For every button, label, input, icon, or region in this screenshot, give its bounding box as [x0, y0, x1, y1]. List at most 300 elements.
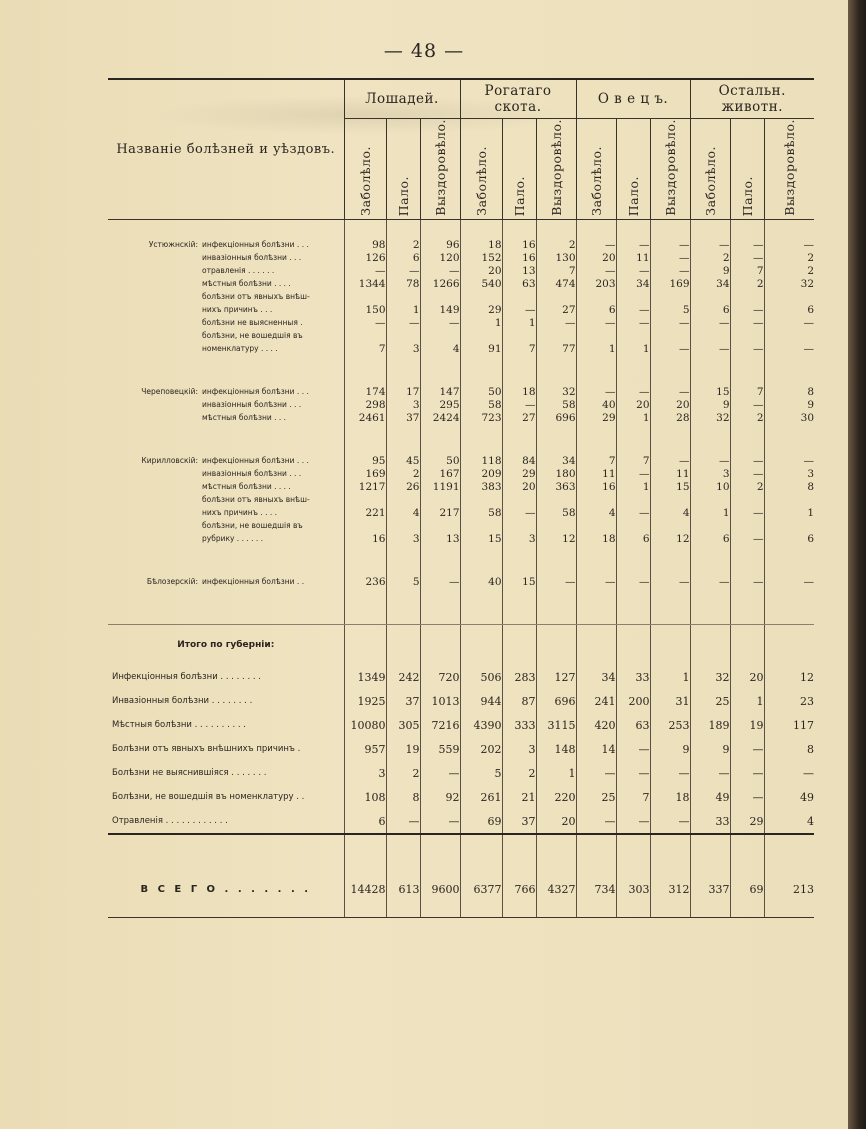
value-cell: 6	[690, 303, 730, 316]
value-cell: —	[616, 238, 650, 251]
value-cell: 2	[730, 480, 764, 493]
value-cell: 20	[502, 480, 536, 493]
subheader-label: Пало.	[395, 175, 411, 216]
value-cell: 7	[576, 454, 616, 467]
table-row	[108, 454, 814, 467]
value-cell: 559	[420, 737, 460, 761]
value-cell: 4	[576, 506, 616, 519]
row-label	[108, 519, 344, 532]
subheader-recovered	[420, 119, 460, 220]
value-cell	[616, 519, 650, 532]
value-cell: 1	[502, 316, 536, 329]
value-cell: 33	[616, 665, 650, 689]
spacer-cell	[650, 220, 690, 239]
spacer-cell	[420, 424, 460, 454]
value-cell: 766	[502, 875, 536, 903]
value-cell: 13	[502, 264, 536, 277]
value-cell: 1	[536, 761, 576, 785]
value-cell: 241	[576, 689, 616, 713]
value-cell: 20	[576, 251, 616, 264]
total-row	[108, 737, 814, 761]
value-cell: 58	[536, 398, 576, 411]
value-cell	[344, 329, 386, 342]
value-cell: 16	[502, 251, 536, 264]
value-cell: 29	[576, 411, 616, 424]
value-cell: 150	[344, 303, 386, 316]
value-cell: 117	[764, 713, 814, 737]
spacer-cell	[386, 588, 420, 618]
value-cell	[764, 290, 814, 303]
disease-name: мѣстныя болѣзни . . . .	[202, 482, 291, 491]
spacer-cell	[386, 625, 420, 666]
row-label	[108, 532, 344, 545]
value-cell: —	[730, 467, 764, 480]
spacer-cell	[616, 588, 650, 618]
value-cell	[730, 329, 764, 342]
disease-name: нихъ причинъ . . . .	[202, 508, 278, 517]
total-row	[108, 809, 814, 834]
value-cell: 40	[460, 575, 502, 588]
value-cell: 6	[690, 532, 730, 545]
row-label	[108, 411, 344, 424]
spacer-cell	[690, 424, 730, 454]
spacer-cell	[502, 355, 536, 385]
value-cell: 7	[536, 264, 576, 277]
value-cell: —	[690, 342, 730, 355]
value-cell: 32	[690, 411, 730, 424]
district-name: Устюжнскій:	[148, 240, 198, 249]
value-cell: 1	[576, 342, 616, 355]
value-cell: 69	[460, 809, 502, 834]
value-cell: 12	[650, 532, 690, 545]
value-cell: 126	[344, 251, 386, 264]
group-header-cattle: Рогатаго скота.	[460, 79, 576, 119]
spacer-cell	[502, 588, 536, 618]
value-cell	[690, 290, 730, 303]
value-cell: 7	[502, 342, 536, 355]
value-cell: 27	[502, 411, 536, 424]
spacer-row	[108, 355, 814, 385]
value-cell: —	[386, 264, 420, 277]
value-cell: 33	[690, 809, 730, 834]
total-label: Инфекціонныя болѣзни . . . . . . . .	[112, 672, 261, 682]
value-cell: 1191	[420, 480, 460, 493]
value-cell: —	[576, 238, 616, 251]
spacer-cell	[460, 424, 502, 454]
spacer-cell	[502, 545, 536, 575]
value-cell: 2461	[344, 411, 386, 424]
value-cell	[386, 290, 420, 303]
value-cell	[344, 290, 386, 303]
grand-total-row	[108, 875, 814, 903]
table-row	[108, 385, 814, 398]
value-cell: 18	[460, 238, 502, 251]
value-cell: —	[730, 454, 764, 467]
value-cell	[650, 290, 690, 303]
spacer-cell	[386, 903, 420, 918]
row-label	[108, 264, 344, 277]
value-cell: —	[616, 264, 650, 277]
value-cell: 337	[690, 875, 730, 903]
table-row	[108, 467, 814, 480]
row-label	[108, 251, 344, 264]
value-cell	[344, 493, 386, 506]
value-cell: 37	[386, 689, 420, 713]
value-cell: —	[730, 251, 764, 264]
value-cell: 20	[650, 398, 690, 411]
spacer-row	[108, 834, 814, 875]
value-cell: 180	[536, 467, 576, 480]
spacer-cell	[344, 625, 386, 666]
spacer-cell	[650, 834, 690, 875]
disease-name: нихъ причинъ . . .	[202, 305, 273, 314]
value-cell	[764, 519, 814, 532]
value-cell: —	[420, 761, 460, 785]
value-cell: 7	[730, 264, 764, 277]
spacer-cell	[344, 545, 386, 575]
table-row	[108, 506, 814, 519]
spacer-cell	[576, 355, 616, 385]
value-cell: 2	[386, 467, 420, 480]
value-cell: 1	[460, 316, 502, 329]
value-cell: —	[576, 575, 616, 588]
value-cell	[386, 519, 420, 532]
row-label	[108, 467, 344, 480]
spacer-cell	[344, 588, 386, 618]
value-cell: 147	[420, 385, 460, 398]
value-cell: 9600	[420, 875, 460, 903]
subheader-label: Выздоровѣло.	[781, 119, 797, 216]
subheader-label: Заболѣло.	[473, 146, 489, 216]
value-cell	[616, 290, 650, 303]
value-cell	[650, 519, 690, 532]
spacer-cell	[650, 588, 690, 618]
value-cell: 6	[576, 303, 616, 316]
grand-total-label: В С Е Г О . . . . . . .	[140, 883, 312, 895]
value-cell: 209	[460, 467, 502, 480]
spacer-cell	[576, 903, 616, 918]
value-cell	[650, 493, 690, 506]
value-cell: 77	[536, 342, 576, 355]
spacer-cell	[616, 355, 650, 385]
value-cell: 58	[460, 506, 502, 519]
value-cell: —	[730, 238, 764, 251]
value-cell	[536, 493, 576, 506]
value-cell: 16	[576, 480, 616, 493]
subheader-label: Выздоровѣло.	[548, 119, 564, 216]
value-cell: 16	[502, 238, 536, 251]
spacer-row	[108, 220, 814, 239]
value-cell: 49	[690, 785, 730, 809]
table-row	[108, 329, 814, 342]
subheader-recovered	[764, 119, 814, 220]
spacer-cell	[536, 625, 576, 666]
subheader-sick	[576, 119, 616, 220]
value-cell: —	[344, 264, 386, 277]
value-cell: —	[536, 316, 576, 329]
value-cell: —	[730, 316, 764, 329]
value-cell: 217	[420, 506, 460, 519]
spacer-cell	[460, 903, 502, 918]
spacer-cell	[386, 424, 420, 454]
total-label: Мѣстныя болѣзни . . . . . . . . . .	[112, 720, 246, 730]
value-cell: 202	[460, 737, 502, 761]
spacer-cell	[650, 625, 690, 666]
spacer-cell	[502, 903, 536, 918]
spacer-cell	[650, 424, 690, 454]
value-cell: —	[730, 785, 764, 809]
value-cell	[386, 493, 420, 506]
disease-name: болѣзни отъ явныхъ внѣш-	[202, 292, 310, 301]
subheader-label: Заболѣло.	[702, 146, 718, 216]
spacer-cell	[576, 545, 616, 575]
row-label	[108, 303, 344, 316]
value-cell: —	[536, 575, 576, 588]
spacer-cell	[730, 588, 764, 618]
value-cell: 25	[576, 785, 616, 809]
value-cell: —	[650, 238, 690, 251]
value-cell: —	[690, 761, 730, 785]
value-cell: 1344	[344, 277, 386, 290]
subheader-died	[386, 119, 420, 220]
subheader-sick	[460, 119, 502, 220]
value-cell	[344, 519, 386, 532]
value-cell: 420	[576, 713, 616, 737]
value-cell: 15	[502, 575, 536, 588]
value-cell: 9	[764, 398, 814, 411]
value-cell: 14	[576, 737, 616, 761]
page-number: — 48 —	[383, 40, 465, 62]
value-cell: 7	[730, 385, 764, 398]
table-row	[108, 290, 814, 303]
value-cell	[576, 290, 616, 303]
totals-title-row	[108, 625, 814, 666]
row-label	[108, 575, 344, 588]
value-cell: 3	[386, 532, 420, 545]
value-cell: 10080	[344, 713, 386, 737]
value-cell: —	[650, 761, 690, 785]
value-cell: —	[616, 761, 650, 785]
row-label	[108, 238, 344, 251]
value-cell: 236	[344, 575, 386, 588]
spacer-row	[108, 588, 814, 618]
disease-name: инфекціонныя болѣзни . .	[202, 577, 305, 586]
value-cell: 1349	[344, 665, 386, 689]
value-cell: —	[764, 761, 814, 785]
value-cell: 23	[764, 689, 814, 713]
value-cell: 152	[460, 251, 502, 264]
value-cell: 9	[690, 398, 730, 411]
spacer-cell	[420, 545, 460, 575]
value-cell	[460, 290, 502, 303]
value-cell: 253	[650, 713, 690, 737]
column-header-name: Названіе болѣзней и уѣздовъ.	[108, 79, 344, 220]
group-header-sheep: О в е ц ъ.	[576, 79, 690, 119]
value-cell: 957	[344, 737, 386, 761]
spacer-cell	[764, 545, 814, 575]
table-row	[108, 411, 814, 424]
spacer-cell	[502, 625, 536, 666]
value-cell	[690, 329, 730, 342]
value-cell: —	[690, 454, 730, 467]
value-cell: 11	[650, 467, 690, 480]
value-cell: —	[344, 316, 386, 329]
spacer-cell	[650, 903, 690, 918]
value-cell: —	[650, 251, 690, 264]
subheader-recovered	[650, 119, 690, 220]
value-cell: 29	[502, 467, 536, 480]
disease-name: болѣзни, не вошедшія въ	[202, 331, 303, 340]
value-cell: 34	[576, 665, 616, 689]
table-row	[108, 277, 814, 290]
value-cell: 20	[730, 665, 764, 689]
value-cell: 1	[650, 665, 690, 689]
spacer-cell	[616, 220, 650, 239]
value-cell: 1217	[344, 480, 386, 493]
value-cell: 3115	[536, 713, 576, 737]
value-cell: 8	[764, 480, 814, 493]
spacer-cell	[690, 625, 730, 666]
total-label: Инвазіонныя болѣзни . . . . . . . .	[112, 696, 253, 706]
value-cell: 3	[386, 342, 420, 355]
value-cell: 1	[730, 689, 764, 713]
spacer-row	[108, 545, 814, 575]
value-cell: 11	[576, 467, 616, 480]
value-cell: 26	[386, 480, 420, 493]
spacer-cell	[502, 834, 536, 875]
row-label	[108, 480, 344, 493]
spacer-cell	[690, 220, 730, 239]
value-cell	[764, 329, 814, 342]
value-cell: 295	[420, 398, 460, 411]
row-label	[108, 329, 344, 342]
value-cell: 19	[730, 713, 764, 737]
value-cell: 50	[460, 385, 502, 398]
value-cell: 3	[764, 467, 814, 480]
value-cell: 49	[764, 785, 814, 809]
value-cell: 37	[386, 411, 420, 424]
value-cell: —	[690, 238, 730, 251]
value-cell: 1266	[420, 277, 460, 290]
value-cell	[460, 519, 502, 532]
value-cell: 221	[344, 506, 386, 519]
value-cell: —	[650, 264, 690, 277]
spacer-cell	[460, 625, 502, 666]
disease-name: мѣстныя болѣзни . . . .	[202, 279, 291, 288]
value-cell: 944	[460, 689, 502, 713]
value-cell: 58	[536, 506, 576, 519]
spacer-cell	[576, 625, 616, 666]
disease-name: отравленія . . . . . .	[202, 266, 275, 275]
value-cell: 4	[420, 342, 460, 355]
value-cell: 2	[536, 238, 576, 251]
value-cell: —	[730, 506, 764, 519]
value-cell: 63	[616, 713, 650, 737]
value-cell: 8	[764, 385, 814, 398]
value-cell: 220	[536, 785, 576, 809]
spacer-cell	[730, 834, 764, 875]
value-cell: 2	[764, 251, 814, 264]
value-cell: 18	[502, 385, 536, 398]
spacer-cell	[420, 903, 460, 918]
value-cell: 5	[650, 303, 690, 316]
spacer-cell	[764, 355, 814, 385]
value-cell: 6	[764, 303, 814, 316]
value-cell: —	[616, 467, 650, 480]
value-cell: 15	[690, 385, 730, 398]
value-cell: 1925	[344, 689, 386, 713]
row-label	[108, 493, 344, 506]
spacer-cell	[730, 625, 764, 666]
value-cell: 4	[386, 506, 420, 519]
spacer-cell	[650, 545, 690, 575]
spacer-cell	[108, 355, 344, 385]
district-name: Бѣлозерскій:	[146, 577, 198, 586]
value-cell: 40	[576, 398, 616, 411]
value-cell	[764, 493, 814, 506]
value-cell: 2	[764, 264, 814, 277]
value-cell: 2	[386, 761, 420, 785]
value-cell: 506	[460, 665, 502, 689]
value-cell: 189	[690, 713, 730, 737]
table-row	[108, 303, 814, 316]
table-row	[108, 532, 814, 545]
row-label	[108, 385, 344, 398]
value-cell: 723	[460, 411, 502, 424]
value-cell	[502, 519, 536, 532]
value-cell: 92	[420, 785, 460, 809]
spacer-cell	[536, 355, 576, 385]
value-cell: —	[764, 342, 814, 355]
value-cell: 383	[460, 480, 502, 493]
disease-name: мѣстныя болѣзни . . .	[202, 413, 287, 422]
table-row	[108, 480, 814, 493]
value-cell: 16	[344, 532, 386, 545]
value-cell	[536, 519, 576, 532]
spacer-cell	[616, 545, 650, 575]
subheader-label: Пало.	[625, 175, 641, 216]
value-cell: 363	[536, 480, 576, 493]
value-cell: 87	[502, 689, 536, 713]
value-cell: 50	[420, 454, 460, 467]
value-cell	[616, 329, 650, 342]
value-cell	[576, 519, 616, 532]
subheader-label: Заболѣло.	[588, 146, 604, 216]
value-cell: 25	[690, 689, 730, 713]
value-cell: —	[730, 761, 764, 785]
value-cell: 9	[690, 737, 730, 761]
value-cell	[460, 329, 502, 342]
spacer-cell	[690, 545, 730, 575]
value-cell: 5	[386, 575, 420, 588]
value-cell: 3	[502, 532, 536, 545]
value-cell: 613	[386, 875, 420, 903]
value-cell: 14428	[344, 875, 386, 903]
value-cell: —	[420, 809, 460, 834]
value-cell: 95	[344, 454, 386, 467]
value-cell: 696	[536, 411, 576, 424]
group-header-other-animals: Остальн. животн.	[690, 79, 814, 119]
value-cell: 91	[460, 342, 502, 355]
value-cell: —	[576, 761, 616, 785]
district-name: Кирилловскій:	[141, 456, 198, 465]
value-cell: 34	[616, 277, 650, 290]
value-cell: 283	[502, 665, 536, 689]
table-row	[108, 575, 814, 588]
value-cell: 20	[616, 398, 650, 411]
value-cell: —	[690, 316, 730, 329]
value-cell: 9	[690, 264, 730, 277]
